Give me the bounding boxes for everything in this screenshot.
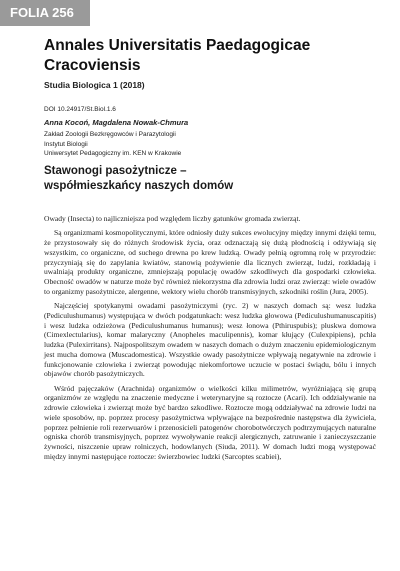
- paragraph: Wśród pajęczaków (Arachnida) organizmów o wielkości kilku milimetrów, wyróżniającą się grupą organizmów ze względu na znaczenie medyczne i weterynaryjne są roztocze (Acari). Ich oddziaływanie na zdrowie człowieka i zwierząt może być bardzo szkodliwe. Roztocze mogą oddziaływać na zdrowie ludzi na wiele sposobów, np. poprzez procesy pasożytnictwa wpływające na bezpośrednie następstwa dla żywiciela, poprzez pełnienie roli rezerwuarów i przenosicieli patogenów chorobotwórczych podtrzymujących naturalne ogniska chorób transmisyjnych, poprzez wywoływanie reakcji alergicznych, zatruwanie i zanieczyszczanie żywności, niszczenie upraw rolniczych, hodowlanych (Siuda, 2011). W domach ludzi mogą występować między innymi następujące roztocze: świerzbowiec ludzki (Sarcoptes scabiei),: [44, 383, 376, 461]
- affiliation-line: Zakład Zoologii Bezkręgowców i Parazytologii: [44, 131, 176, 138]
- article-title-line: Stawonogi pasożytnicze –: [44, 165, 187, 177]
- journal-header: [44, 36, 384, 113]
- paragraph: Owady (Insecta) to najliczniejsza pod względem liczby gatunków gromada zwierząt.: [44, 214, 301, 223]
- paragraph: Najczęściej spotykanymi owadami pasożytniczymi (ryc. 2) w naszych domach są: wesz ludzka (Pediculushumanus) występująca w dwóch podgatunkach: wesz ludzka głowowa (Pediculushumanuscapitis) i wesz ludzka odzieżowa (Pediculushumanus humanus); wesz łonowa (Pthiruspubis); pluskwa domowa (Cimexlectularius), komar malaryczny (Anopheles maculipennis), komar kłujący (Culexpipiens), pchła ludzka (Pulexirritans). Najpospolitszym owadem w naszych domach o dużym znaczeniu epidemiologicznym jest mucha domowa (Muscadomestica). Wszystkie owady pasożytnicze wpływają negatywnie na zdrowie i funkcjonowanie człowieka i zwierząt powodując niekomfortowe uczucie w postaci świądu, bólu i innych objawów chorób pasożytniczych.: [44, 301, 376, 379]
- journal-title: Annales Universitatis Paedagogicae Cracoviensis: [44, 37, 311, 74]
- article-title: [44, 164, 364, 194]
- paragraph: Są organizmami kosmopolitycznymi, które odniosły duży sukces ewolucyjny między innymi dzięki temu, że przystosowały się do różnych środowisk życia, oraz odznaczają się dużą płodnością i odżywiają się wszystkim, co organiczne, od suchego drewna po krew ludzką. Owady pełnią ogromną rolę w przyrodzie: przyczyniają się do zapylania kwiatów, stanowią pożywienie dla licznych zwierząt, ludzi, rozkładają i uwalniają produkty organiczne, zmniejszają populację owadów szkodliwych dla gospodarki człowieka. Obecność owadów w naturze może być również niekorzystna dla zdrowia ludzi oraz zwierząt: wiele owadów to organizmy pasożytnicze, alergenne, wektory wielu chorób transmisyjnych, szkodniki roślin (Jura, 2005).: [44, 228, 376, 296]
- authors-block: [44, 118, 364, 159]
- folio-label: FOLIA 256: [0, 0, 90, 26]
- affiliation-line: Uniwersytet Pedagogiczny im. KEN w Krakowie: [44, 150, 182, 157]
- series-info: Studia Biologica 1 (2018): [44, 80, 145, 90]
- article-body: [44, 214, 376, 466]
- doi[interactable]: DOI 10.24917/St.Biol.1.6: [44, 106, 116, 113]
- article-title-line: współmieszkańcy naszych domów: [44, 180, 234, 192]
- authors: Anna Kocoń, Magdalena Nowak-Chmura: [44, 118, 189, 127]
- affiliation-line: Instytut Biologii: [44, 140, 88, 148]
